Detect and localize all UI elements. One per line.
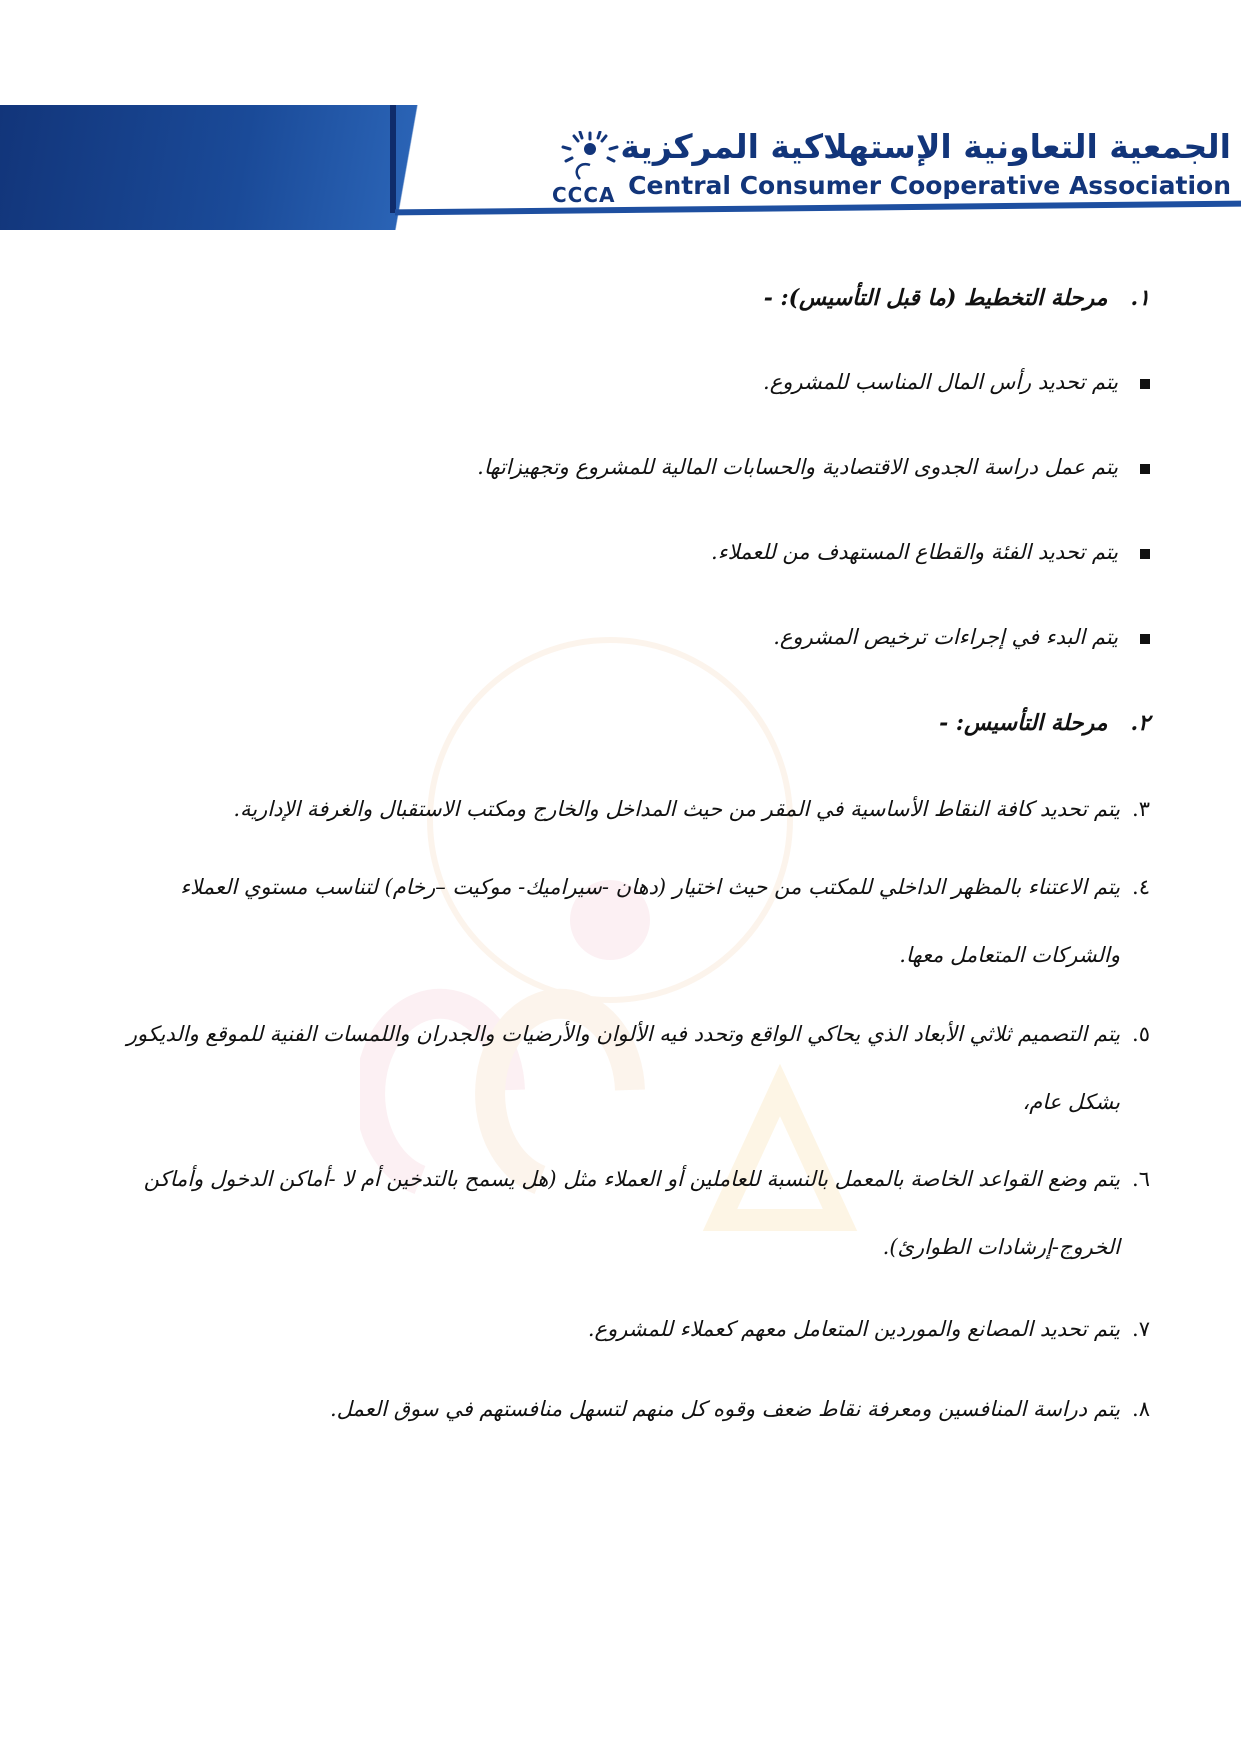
item-text: يتم تحديد كافة النقاط الأساسية في المقر من حيث المداخل والخارج ومكتب الاستقبال والغرفة الإدارية. [233, 797, 1120, 821]
item-number: ٧. [1132, 1317, 1150, 1341]
item-number: ٤. [1132, 875, 1150, 899]
letterhead [0, 105, 1241, 230]
numbered-item [55, 775, 1150, 843]
item-text-continued: الخروج-إرشادات الطوارئ). [882, 1235, 1120, 1259]
header-band-edge [390, 105, 396, 213]
list-item [477, 455, 1150, 479]
item-text: يتم الاعتناء بالمظهر الداخلي للمكتب من حيث اختيار (دهان -سيراميك- موكيت –رخام) لتناسب مستوي العملاء [180, 875, 1120, 899]
list-item-text: يتم البدء في إجراءات ترخيص المشروع. [773, 625, 1118, 649]
item-text: يتم دراسة المنافسين ومعرفة نقاط ضعف وقوه كل منهم لتسهل منافستهم في سوق العمل. [329, 1397, 1120, 1421]
section-heading-1 [764, 285, 1150, 311]
list-item [711, 540, 1150, 564]
list-item-text: يتم تحديد رأس المال المناسب للمشروع. [763, 370, 1118, 394]
item-number: ٨. [1132, 1397, 1150, 1421]
item-number: ٣. [1132, 797, 1150, 821]
square-bullet-icon [1140, 379, 1150, 389]
section-heading-2 [939, 710, 1150, 736]
item-number: ٦. [1132, 1167, 1150, 1191]
brand-block [541, 127, 1231, 207]
item-text: يتم وضع القواعد الخاصة بالمعمل بالنسبة للعاملين أو العملاء مثل (هل يسمح بالتدخين أم لا -أماكن الدخول وأماكن [143, 1167, 1120, 1191]
org-name-english: Central Consumer Cooperative Association [628, 171, 1231, 200]
item-text: يتم التصميم ثلاثي الأبعاد الذي يحاكي الواقع وتحدد فيه الألوان والأرضيات والجدران واللمسات الفنية للموقع والديكور [126, 1022, 1120, 1046]
list-item [763, 370, 1150, 394]
numbered-item [55, 1000, 1150, 1136]
item-number: ٥. [1132, 1022, 1150, 1046]
square-bullet-icon [1140, 549, 1150, 559]
list-item-text: يتم تحديد الفئة والقطاع المستهدف من للعملاء. [711, 540, 1118, 564]
section-title: مرحلة التخطيط (ما قبل التأسيس): - [763, 285, 1108, 311]
section-number: ٢. [1130, 710, 1150, 736]
item-text-continued: والشركات المتعامل معها. [899, 943, 1120, 967]
square-bullet-icon [1140, 464, 1150, 474]
item-text-continued: بشكل عام، [1022, 1090, 1120, 1114]
logo-text: CCCA [552, 183, 616, 207]
org-name-arabic: الجمعية التعاونية الإستهلاكية المركزية [620, 127, 1231, 166]
numbered-item [55, 1295, 1150, 1363]
numbered-item [55, 853, 1150, 989]
item-text: يتم تحديد المصانع والموردين المتعامل معهم كعملاء للمشروع. [587, 1317, 1120, 1341]
square-bullet-icon [1140, 634, 1150, 644]
list-item-text: يتم عمل دراسة الجدوى الاقتصادية والحسابات المالية للمشروع وتجهيزاتها. [477, 455, 1118, 479]
numbered-item [55, 1145, 1150, 1281]
section-title: مرحلة التأسيس: - [939, 710, 1108, 736]
numbered-item [55, 1375, 1150, 1443]
list-item [773, 625, 1150, 649]
section-number: ١. [1130, 285, 1150, 311]
